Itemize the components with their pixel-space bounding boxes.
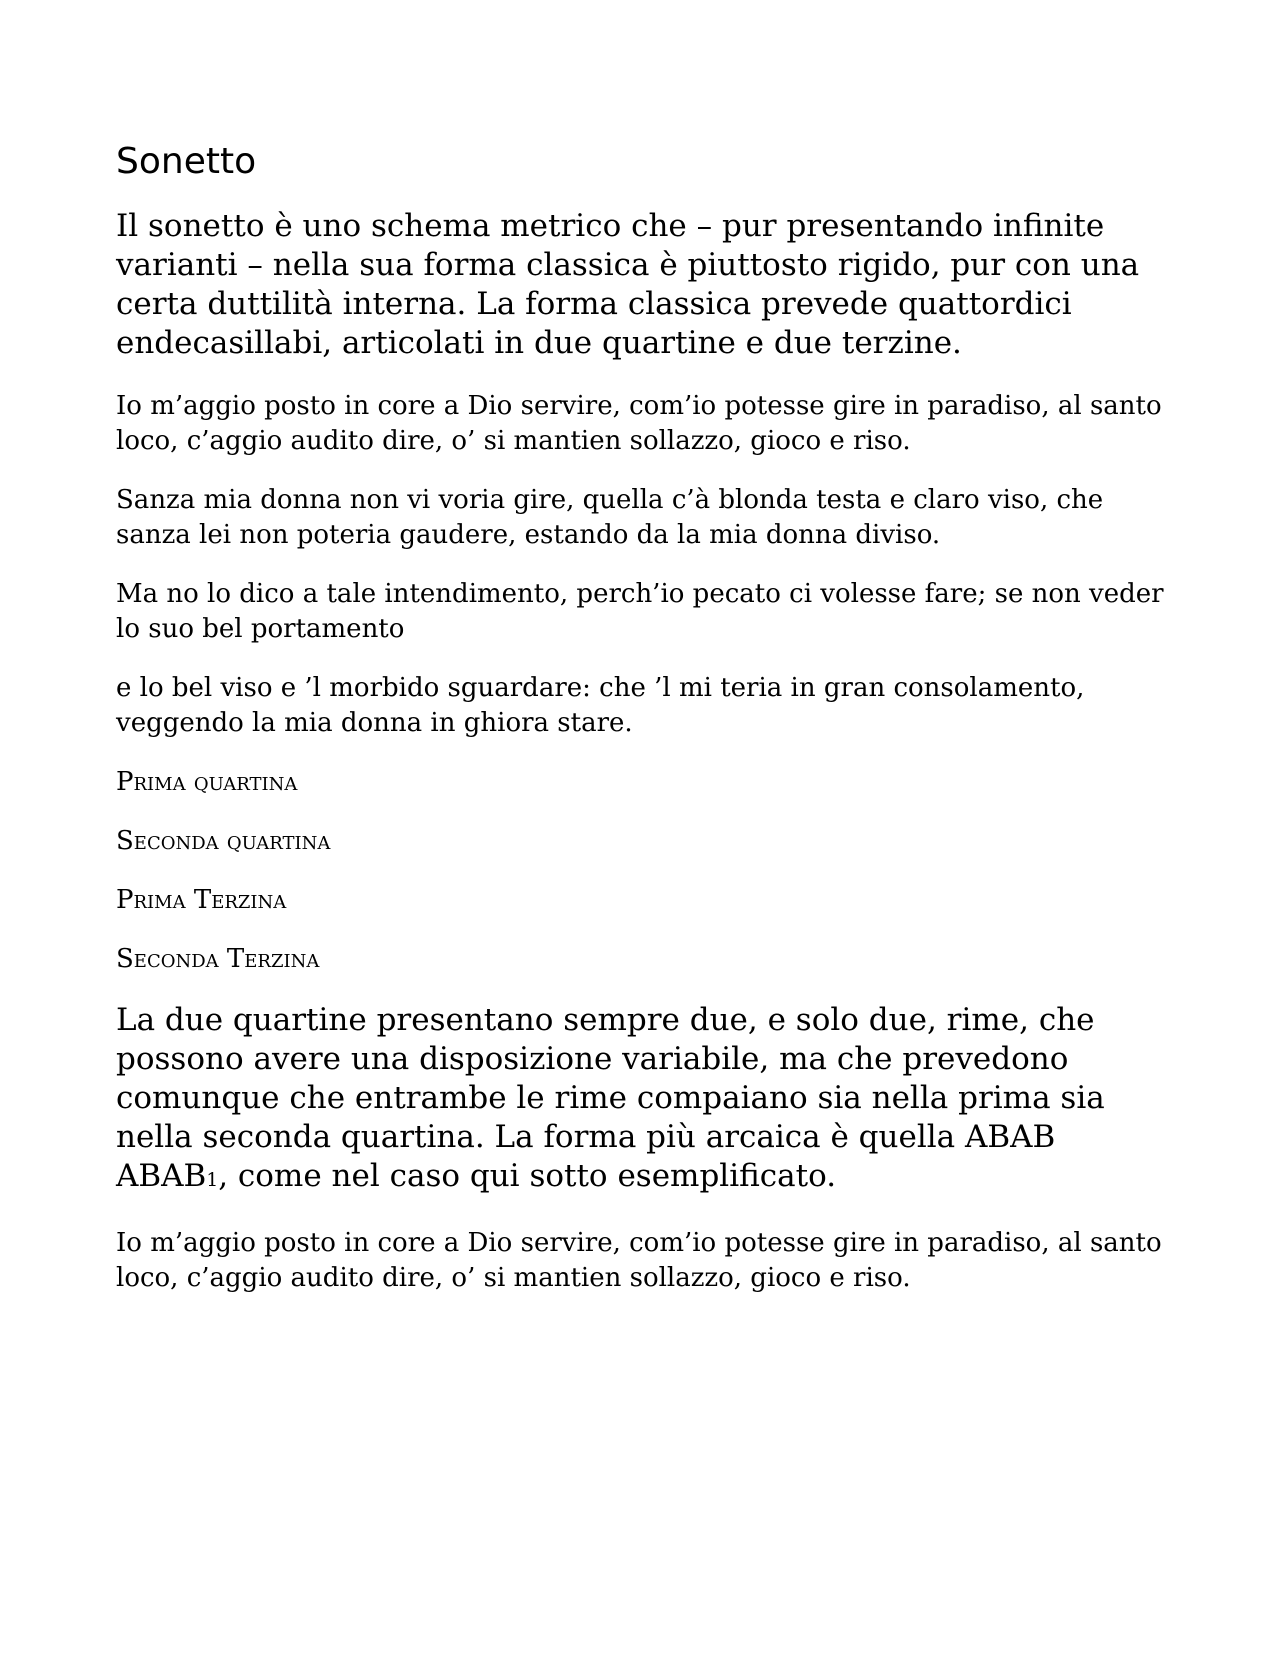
poem-stanza-3: Ma no lo dico a tale intendimento, perch’io pecato ci volesse fare; se non veder lo suo bel portamento xyxy=(116,579,1164,645)
label-prima-quartina: Prima quartina xyxy=(116,767,298,798)
poem-stanza-4: e lo bel viso e ’l morbido sguardare: che ’l mi teria in gran consolamento, veggendo la mia donna in ghiora stare. xyxy=(116,673,1085,739)
document-title: Sonetto xyxy=(116,141,257,182)
rhyme-paragraph-end: , come nel caso qui sotto esemplificato. xyxy=(218,1158,837,1195)
footnote-marker: 1 xyxy=(206,1170,219,1192)
rhyme-paragraph xyxy=(116,1001,1176,1200)
poem-stanza-2: Sanza mia donna non vi voria gire, quella c’à blonda testa e claro viso, che sanza lei non poteria gaudere, estando da la mia donna diviso. xyxy=(116,485,1104,551)
label-seconda-quartina: Seconda quartina xyxy=(116,826,331,857)
poem-stanza-1: Io m’aggio posto in core a Dio servire, com’io potesse gire in paradiso, al santo loco, c’aggio audito dire, o’ si mantien sollazzo, gioco e riso. xyxy=(116,391,1162,457)
document-page xyxy=(116,140,1176,1320)
intro-paragraph: Il sonetto è uno schema metrico che – pur presentando infinite varianti – nella sua forma classica è piuttosto rigido, pur con una certa duttilità interna. La forma classica prevede quattordici endecasillabi, articolati in due quartine e due terzine. xyxy=(116,208,1140,362)
poem-stanza-repeat: Io m’aggio posto in core a Dio servire, com’io potesse gire in paradiso, al santo loco, c’aggio audito dire, o’ si mantien sollazzo, gioco e riso. xyxy=(116,1228,1162,1294)
label-seconda-terzina: Seconda Terzina xyxy=(116,944,320,975)
label-prima-terzina: Prima Terzina xyxy=(116,885,287,916)
rhyme-paragraph-text: La due quartine presentano sempre due, e solo due, rime, che possono avere una disposizione variabile, ma che prevedono comunque che entrambe le rime compaiano sia nella prima sia nella seconda quartina. La forma più arcaica è quella ABAB ABAB xyxy=(116,1002,1105,1195)
